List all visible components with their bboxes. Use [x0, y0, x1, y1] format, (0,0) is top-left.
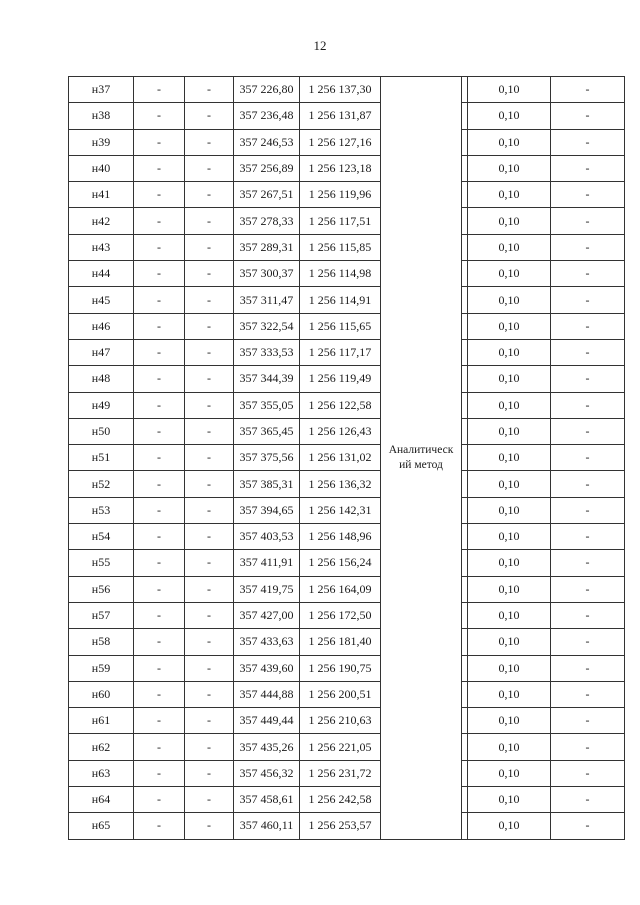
empty-value-cell: - — [134, 129, 185, 155]
empty-value-cell: - — [134, 787, 185, 813]
table-row — [69, 261, 625, 287]
table-row — [69, 813, 625, 839]
empty-value-cell: - — [185, 655, 234, 681]
empty-value-cell: - — [185, 550, 234, 576]
x-coordinate-cell: 357 460,11 — [234, 813, 300, 839]
point-name-cell: н50 — [69, 418, 134, 444]
x-coordinate-cell: 357 444,88 — [234, 681, 300, 707]
point-name-cell: н55 — [69, 550, 134, 576]
point-name-cell: н53 — [69, 497, 134, 523]
empty-value-cell: - — [134, 418, 185, 444]
x-coordinate-cell: 357 435,26 — [234, 734, 300, 760]
empty-value-cell: - — [551, 155, 625, 181]
empty-value-cell: - — [185, 760, 234, 786]
empty-value-cell: - — [551, 681, 625, 707]
x-coordinate-cell: 357 289,31 — [234, 234, 300, 260]
point-name-cell: н59 — [69, 655, 134, 681]
x-coordinate-cell: 357 449,44 — [234, 708, 300, 734]
accuracy-cell: 0,10 — [468, 182, 551, 208]
empty-value-cell: - — [134, 313, 185, 339]
accuracy-cell: 0,10 — [468, 602, 551, 628]
table-row — [69, 760, 625, 786]
point-name-cell: н56 — [69, 576, 134, 602]
accuracy-cell: 0,10 — [468, 734, 551, 760]
y-coordinate-cell: 1 256 114,91 — [300, 287, 381, 313]
table-row — [69, 550, 625, 576]
x-coordinate-cell: 357 256,89 — [234, 155, 300, 181]
table-row — [69, 182, 625, 208]
x-coordinate-cell: 357 458,61 — [234, 787, 300, 813]
accuracy-cell: 0,10 — [468, 471, 551, 497]
x-coordinate-cell: 357 411,91 — [234, 550, 300, 576]
point-name-cell: н57 — [69, 602, 134, 628]
accuracy-cell: 0,10 — [468, 655, 551, 681]
x-coordinate-cell: 357 333,53 — [234, 339, 300, 365]
point-name-cell: н44 — [69, 261, 134, 287]
x-coordinate-cell: 357 456,32 — [234, 760, 300, 786]
point-name-cell: н60 — [69, 681, 134, 707]
empty-value-cell: - — [134, 708, 185, 734]
y-coordinate-cell: 1 256 115,85 — [300, 234, 381, 260]
table-row — [69, 339, 625, 365]
y-coordinate-cell: 1 256 172,50 — [300, 602, 381, 628]
x-coordinate-cell: 357 394,65 — [234, 497, 300, 523]
table-row — [69, 77, 625, 103]
table-row — [69, 524, 625, 550]
table-row — [69, 576, 625, 602]
empty-value-cell: - — [185, 445, 234, 471]
empty-value-cell: - — [551, 471, 625, 497]
y-coordinate-cell: 1 256 123,18 — [300, 155, 381, 181]
table-row — [69, 734, 625, 760]
accuracy-cell: 0,10 — [468, 261, 551, 287]
x-coordinate-cell: 357 403,53 — [234, 524, 300, 550]
table-row — [69, 392, 625, 418]
empty-value-cell: - — [551, 629, 625, 655]
x-coordinate-cell: 357 375,56 — [234, 445, 300, 471]
empty-value-cell: - — [134, 261, 185, 287]
accuracy-cell: 0,10 — [468, 208, 551, 234]
y-coordinate-cell: 1 256 253,57 — [300, 813, 381, 839]
empty-value-cell: - — [551, 366, 625, 392]
empty-value-cell: - — [551, 497, 625, 523]
point-name-cell: н51 — [69, 445, 134, 471]
point-name-cell: н54 — [69, 524, 134, 550]
empty-value-cell: - — [551, 77, 625, 103]
accuracy-cell: 0,10 — [468, 787, 551, 813]
table-row — [69, 681, 625, 707]
empty-value-cell: - — [134, 734, 185, 760]
empty-value-cell: - — [185, 681, 234, 707]
x-coordinate-cell: 357 300,37 — [234, 261, 300, 287]
x-coordinate-cell: 357 267,51 — [234, 182, 300, 208]
y-coordinate-cell: 1 256 242,58 — [300, 787, 381, 813]
accuracy-cell: 0,10 — [468, 366, 551, 392]
table-row — [69, 287, 625, 313]
table-row — [69, 471, 625, 497]
x-coordinate-cell: 357 427,00 — [234, 602, 300, 628]
y-coordinate-cell: 1 256 231,72 — [300, 760, 381, 786]
empty-value-cell: - — [185, 287, 234, 313]
y-coordinate-cell: 1 256 181,40 — [300, 629, 381, 655]
y-coordinate-cell: 1 256 114,98 — [300, 261, 381, 287]
accuracy-cell: 0,10 — [468, 155, 551, 181]
empty-value-cell: - — [185, 366, 234, 392]
empty-value-cell: - — [134, 287, 185, 313]
accuracy-cell: 0,10 — [468, 813, 551, 839]
point-name-cell: н41 — [69, 182, 134, 208]
table-row — [69, 445, 625, 471]
table-row — [69, 366, 625, 392]
accuracy-cell: 0,10 — [468, 445, 551, 471]
accuracy-cell: 0,10 — [468, 77, 551, 103]
empty-value-cell: - — [185, 602, 234, 628]
point-name-cell: н38 — [69, 103, 134, 129]
empty-value-cell: - — [551, 103, 625, 129]
empty-value-cell: - — [551, 313, 625, 339]
accuracy-cell: 0,10 — [468, 103, 551, 129]
accuracy-cell: 0,10 — [468, 760, 551, 786]
point-name-cell: н40 — [69, 155, 134, 181]
table-row — [69, 103, 625, 129]
empty-value-cell: - — [551, 576, 625, 602]
y-coordinate-cell: 1 256 119,49 — [300, 366, 381, 392]
y-coordinate-cell: 1 256 117,17 — [300, 339, 381, 365]
accuracy-cell: 0,10 — [468, 629, 551, 655]
method-text-line1: Аналитическ — [388, 443, 454, 456]
table-row — [69, 313, 625, 339]
x-coordinate-cell: 357 236,48 — [234, 103, 300, 129]
empty-value-cell: - — [185, 155, 234, 181]
empty-value-cell: - — [551, 392, 625, 418]
point-name-cell: н45 — [69, 287, 134, 313]
empty-value-cell: - — [551, 182, 625, 208]
point-name-cell: н63 — [69, 760, 134, 786]
empty-value-cell: - — [551, 760, 625, 786]
table-row — [69, 497, 625, 523]
x-coordinate-cell: 357 278,33 — [234, 208, 300, 234]
coordinates-table-body — [69, 77, 625, 840]
empty-value-cell: - — [134, 550, 185, 576]
empty-value-cell: - — [185, 734, 234, 760]
empty-value-cell: - — [185, 629, 234, 655]
empty-value-cell: - — [185, 339, 234, 365]
empty-value-cell: - — [134, 445, 185, 471]
accuracy-cell: 0,10 — [468, 392, 551, 418]
empty-value-cell: - — [551, 261, 625, 287]
point-name-cell: н64 — [69, 787, 134, 813]
empty-value-cell: - — [185, 813, 234, 839]
x-coordinate-cell: 357 355,05 — [234, 392, 300, 418]
empty-value-cell: - — [551, 602, 625, 628]
x-coordinate-cell: 357 322,54 — [234, 313, 300, 339]
empty-value-cell: - — [551, 208, 625, 234]
table-row — [69, 629, 625, 655]
empty-value-cell: - — [185, 418, 234, 444]
empty-value-cell: - — [134, 366, 185, 392]
empty-value-cell: - — [134, 339, 185, 365]
y-coordinate-cell: 1 256 126,43 — [300, 418, 381, 444]
point-name-cell: н42 — [69, 208, 134, 234]
empty-value-cell: - — [134, 681, 185, 707]
y-coordinate-cell: 1 256 142,31 — [300, 497, 381, 523]
method-cell — [381, 77, 462, 840]
empty-value-cell: - — [551, 445, 625, 471]
empty-value-cell: - — [134, 208, 185, 234]
table-row — [69, 787, 625, 813]
y-coordinate-cell: 1 256 148,96 — [300, 524, 381, 550]
empty-value-cell: - — [185, 129, 234, 155]
y-coordinate-cell: 1 256 200,51 — [300, 681, 381, 707]
empty-value-cell: - — [134, 392, 185, 418]
point-name-cell: н48 — [69, 366, 134, 392]
point-name-cell: н58 — [69, 629, 134, 655]
empty-value-cell: - — [551, 655, 625, 681]
point-name-cell: н39 — [69, 129, 134, 155]
point-name-cell: н37 — [69, 77, 134, 103]
empty-value-cell: - — [185, 787, 234, 813]
point-name-cell: н49 — [69, 392, 134, 418]
empty-value-cell: - — [185, 471, 234, 497]
empty-value-cell: - — [551, 234, 625, 260]
empty-value-cell: - — [185, 77, 234, 103]
empty-value-cell: - — [134, 497, 185, 523]
empty-value-cell: - — [551, 418, 625, 444]
empty-value-cell: - — [134, 471, 185, 497]
accuracy-cell: 0,10 — [468, 708, 551, 734]
y-coordinate-cell: 1 256 164,09 — [300, 576, 381, 602]
empty-value-cell: - — [134, 77, 185, 103]
x-coordinate-cell: 357 246,53 — [234, 129, 300, 155]
empty-value-cell: - — [185, 103, 234, 129]
empty-value-cell: - — [134, 760, 185, 786]
point-name-cell: н61 — [69, 708, 134, 734]
empty-value-cell: - — [551, 287, 625, 313]
empty-value-cell: - — [551, 524, 625, 550]
empty-value-cell: - — [134, 182, 185, 208]
empty-value-cell: - — [185, 313, 234, 339]
empty-value-cell: - — [134, 234, 185, 260]
table-row — [69, 234, 625, 260]
empty-value-cell: - — [551, 339, 625, 365]
accuracy-cell: 0,10 — [468, 681, 551, 707]
x-coordinate-cell: 357 344,39 — [234, 366, 300, 392]
y-coordinate-cell: 1 256 190,75 — [300, 655, 381, 681]
y-coordinate-cell: 1 256 127,16 — [300, 129, 381, 155]
empty-value-cell: - — [185, 392, 234, 418]
empty-value-cell: - — [185, 497, 234, 523]
x-coordinate-cell: 357 226,80 — [234, 77, 300, 103]
table-row — [69, 155, 625, 181]
y-coordinate-cell: 1 256 221,05 — [300, 734, 381, 760]
y-coordinate-cell: 1 256 119,96 — [300, 182, 381, 208]
y-coordinate-cell: 1 256 137,30 — [300, 77, 381, 103]
point-name-cell: н62 — [69, 734, 134, 760]
empty-value-cell: - — [134, 655, 185, 681]
empty-value-cell: - — [185, 708, 234, 734]
empty-value-cell: - — [185, 182, 234, 208]
empty-value-cell: - — [551, 787, 625, 813]
y-coordinate-cell: 1 256 210,63 — [300, 708, 381, 734]
point-name-cell: н65 — [69, 813, 134, 839]
empty-value-cell: - — [185, 576, 234, 602]
empty-value-cell: - — [134, 524, 185, 550]
y-coordinate-cell: 1 256 117,51 — [300, 208, 381, 234]
x-coordinate-cell: 357 439,60 — [234, 655, 300, 681]
y-coordinate-cell: 1 256 115,65 — [300, 313, 381, 339]
accuracy-cell: 0,10 — [468, 576, 551, 602]
empty-value-cell: - — [185, 234, 234, 260]
empty-value-cell: - — [134, 813, 185, 839]
x-coordinate-cell: 357 433,63 — [234, 629, 300, 655]
accuracy-cell: 0,10 — [468, 550, 551, 576]
empty-value-cell: - — [134, 103, 185, 129]
y-coordinate-cell: 1 256 122,58 — [300, 392, 381, 418]
table-row — [69, 602, 625, 628]
table-row — [69, 708, 625, 734]
empty-value-cell: - — [134, 629, 185, 655]
accuracy-cell: 0,10 — [468, 129, 551, 155]
accuracy-cell: 0,10 — [468, 524, 551, 550]
table-row — [69, 208, 625, 234]
x-coordinate-cell: 357 385,31 — [234, 471, 300, 497]
accuracy-cell: 0,10 — [468, 287, 551, 313]
empty-value-cell: - — [551, 734, 625, 760]
y-coordinate-cell: 1 256 156,24 — [300, 550, 381, 576]
empty-value-cell: - — [551, 129, 625, 155]
empty-value-cell: - — [551, 550, 625, 576]
point-name-cell: н43 — [69, 234, 134, 260]
empty-value-cell: - — [551, 708, 625, 734]
coordinates-table — [68, 76, 625, 840]
accuracy-cell: 0,10 — [468, 497, 551, 523]
empty-value-cell: - — [551, 813, 625, 839]
y-coordinate-cell: 1 256 136,32 — [300, 471, 381, 497]
accuracy-cell: 0,10 — [468, 418, 551, 444]
x-coordinate-cell: 357 365,45 — [234, 418, 300, 444]
x-coordinate-cell: 357 419,75 — [234, 576, 300, 602]
accuracy-cell: 0,10 — [468, 313, 551, 339]
empty-value-cell: - — [185, 261, 234, 287]
x-coordinate-cell: 357 311,47 — [234, 287, 300, 313]
accuracy-cell: 0,10 — [468, 234, 551, 260]
point-name-cell: н52 — [69, 471, 134, 497]
page-number: 12 — [313, 38, 327, 53]
table-row — [69, 418, 625, 444]
table-row — [69, 129, 625, 155]
empty-value-cell: - — [134, 602, 185, 628]
empty-value-cell: - — [134, 155, 185, 181]
y-coordinate-cell: 1 256 131,87 — [300, 103, 381, 129]
empty-value-cell: - — [185, 208, 234, 234]
point-name-cell: н47 — [69, 339, 134, 365]
method-text-line2: ий метод — [399, 458, 443, 471]
empty-value-cell: - — [185, 524, 234, 550]
point-name-cell: н46 — [69, 313, 134, 339]
empty-value-cell: - — [134, 576, 185, 602]
accuracy-cell: 0,10 — [468, 339, 551, 365]
y-coordinate-cell: 1 256 131,02 — [300, 445, 381, 471]
table-row — [69, 655, 625, 681]
